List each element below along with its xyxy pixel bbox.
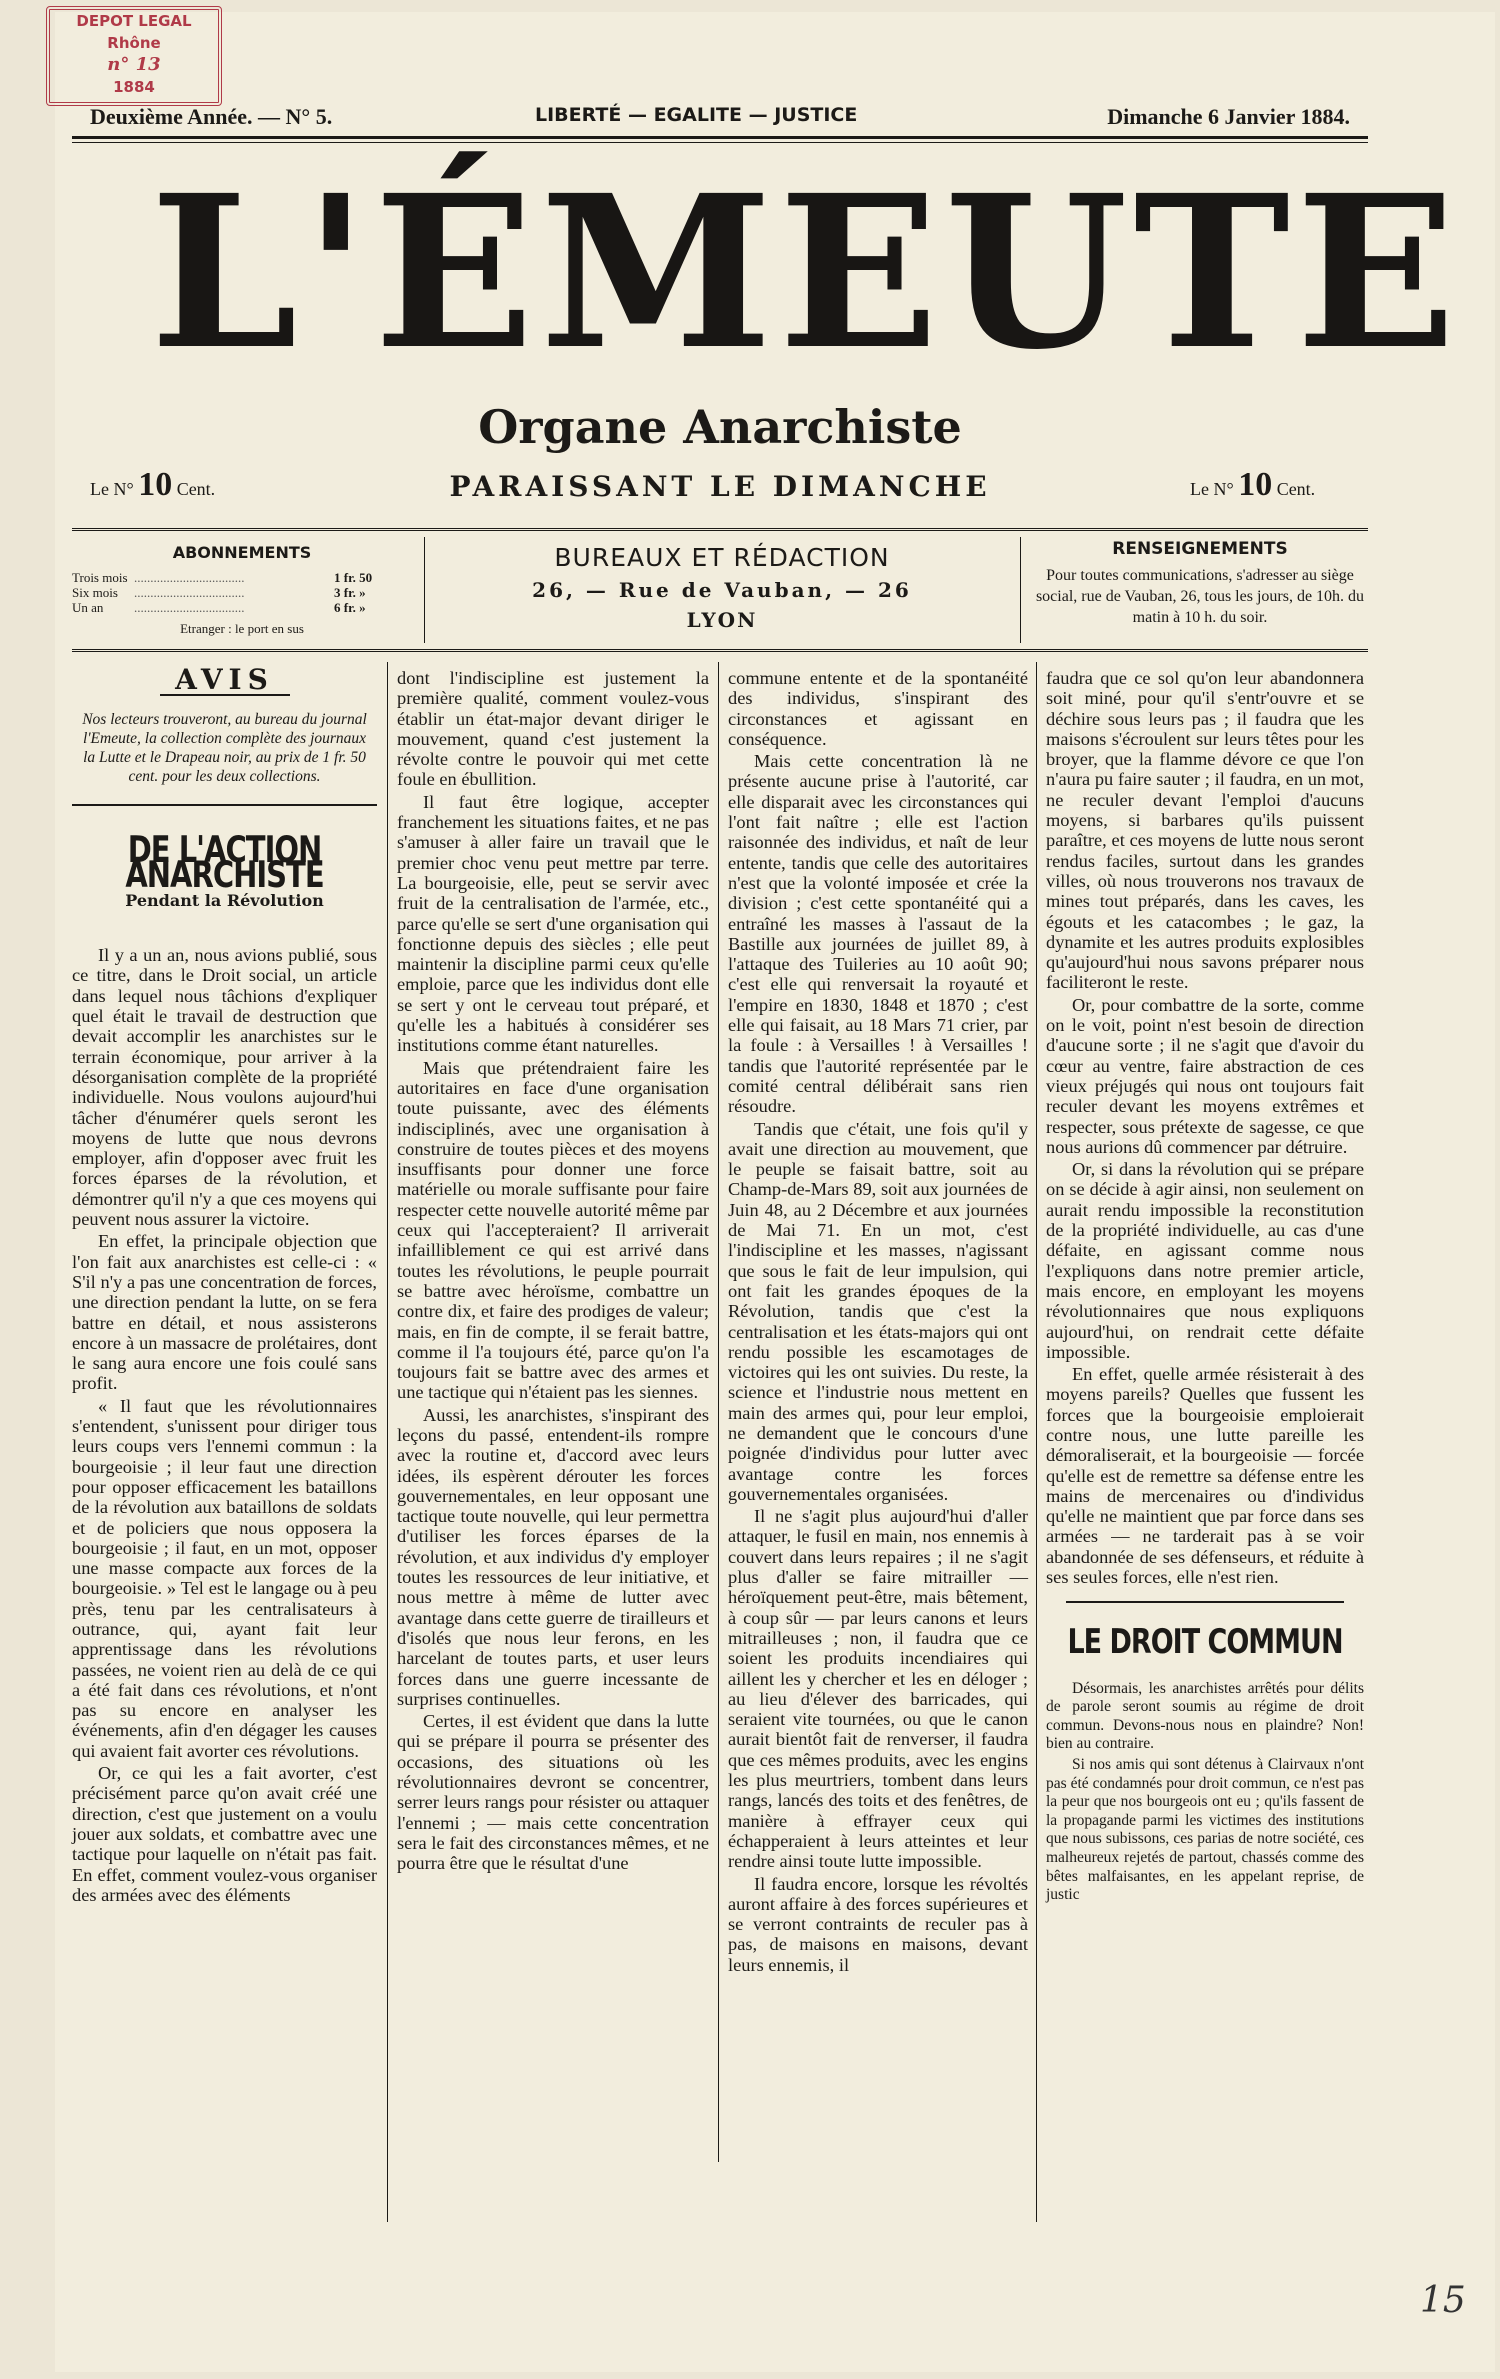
- motto: LIBERTÉ — EGALITE — JUSTICE: [535, 104, 858, 126]
- price-unit: Cent.: [176, 479, 216, 499]
- paragraph: faudra que ce sol qu'on leur abandonnera soit miné, pour qu'il s'entr'ouvre et se déchire sous leurs pas ; il faudra que les maisons s'écroulent sur leurs têtes pour les broyer, que la flamme dévore ce que l'on n'aura pu faire sauter ; il faudra, en un mot, ne reculer devant l'emploi d'aucuns moyens, si barbares qu'ils puissent paraître, et ces moyens de lutte nous seront rendus faciles, surtout dans les grandes villes, où nous trouverons nos travaux de mines tout préparés, dans les caves, les égouts et les catacombes ; le gaz, la dynamite et les autres produits explosibles qu'aujourd'hui nous savons préparer nous faciliteront le reste.: [1046, 668, 1364, 993]
- info-box: [72, 528, 1368, 652]
- paragraph: dont l'indiscipline est justement la première qualité, comment voulez-vous établir un état-major devant diriger le mouvement, quand c'est justement la révolte contre le pouvoir qui met cette foule en ébullition.: [397, 668, 709, 790]
- abonnement-label: Six mois: [72, 585, 118, 600]
- paragraph: Il faudra encore, lorsque les révoltés auront affaire à des forces supérieures et se verront contraints de reculer pas à pas, de maisons en maisons, devant leurs ennemis, il: [728, 1873, 1028, 1975]
- bureaux-address: 26, — Rue de Vauban, — 26: [532, 578, 912, 602]
- paragraph: Mais que prétendraient faire les autoritaires en face d'une organisation toute puissante, avec des éléments indisciplinés, avec une organisation à construire de toutes pièces et des moyens insuffisants pour donner une force matérielle ou morale suffisante pour faire respecter cette nouvelle autorité même par ceux qui l'accepteraient? Il arriverait infailliblement ce qui est arrivé dans toutes les révolutions, le peuple pourrait se battre avec héroïsme, combattre un contre dix, et faire des prodiges de valeur; mais, en fin de compte, il se ferait battre, comme il l'a toujours été, parce qu'on l'a toujours fait se battre avec des armes et une tactique qui n'étaient pas les siennes.: [397, 1057, 709, 1403]
- paragraph: Il ne s'agit plus aujourd'hui d'aller attaquer, le fusil en main, nos ennemis à couvert dans leurs repaires ; il ne s'agit plus d'aller se faire mitrailler — héroïquement peut-être, mais bêtement, à coup sûr — par leurs canons et leurs mitrailleuses ; non, il faudra que ce soient les produits incendiaires qui aillent les y chercher et les en déloger ; au lieu d'élever des barricades, qui seraient vite tournées, ou que le canon aurait bientôt fait de renverser, il faudra que ces mêmes produits, avec les engins les plus meurtriers, tombent dans leurs rangs, lancés des toits et des fenêtres, de manière à effrayer ceux qui échapperaient à leurs atteintes et leur rendre ainsi toute lutte impossible.: [728, 1506, 1028, 1872]
- page-number: 15: [1420, 2280, 1466, 2321]
- masthead-subtitle: Organe Anarchiste: [478, 400, 962, 454]
- paragraph: Il y a un an, nous avions publié, sous ce titre, dans le Droit social, un article dans lequel nous tâchions d'expliquer quel était le travail de destruction que devait accomplir les anarchistes sur le terrain économique, pour arriver à la désorganisation complète de la propriété individuelle. Nous voulons aujourd'hui tâcher d'énumérer quels seront les moyens de lutte que nous devrons employer, afin d'opposer avec fruit les forces éparses de la révolution, et démontrer qu'il n'y a que ces moyens qui peuvent nous assurer la victoire.: [72, 945, 377, 1230]
- price-prefix: Le N°: [90, 479, 134, 499]
- abonnement-row: [72, 585, 412, 600]
- leader-dots: ..................................: [134, 570, 245, 585]
- header-rule: [72, 142, 1368, 143]
- column-rule: [718, 662, 719, 2162]
- price-left: [90, 466, 215, 504]
- price-value: 10: [1238, 466, 1273, 503]
- paragraph: Or, si dans la révolution qui se prépare on se décide à agir ainsi, non seulement on aurait rendu impossible la reconstitution de la propriété individuelle, au cas d'une défaite, en agissant comme nous l'expliquons dans notre premier article, mais encore, en employant les moyens révolutionnaires que nous expliquons aujourd'hui, on rendrait cette défaite impossible.: [1046, 1159, 1364, 1362]
- column-rule: [1036, 662, 1037, 2222]
- avis-title: [72, 663, 377, 696]
- paragraph: En effet, la principale objection que l'on fait aux anarchistes est celle-ci : « S'il n'y a pas une concentration de forces, une direction pendant la lutte, on se fera battre en détail, et nous assisterons encore à un massacre de prolétaires, dont le sang aura encore une fois coulé sans profit.: [72, 1231, 377, 1394]
- header-rule: [72, 136, 1368, 139]
- abonnements-foot: Etranger : le port en sus: [180, 621, 304, 636]
- abonnement-price: 3 fr. »: [334, 585, 366, 600]
- stamp-line: n° 13: [107, 54, 161, 75]
- bureaux-city: LYON: [686, 608, 758, 632]
- paragraph: Or, pour combattre de la sorte, comme on le voit, point n'est besoin de direction d'aucune sorte ; il ne s'agit que d'avoir du cœur au ventre, faire abstraction de ces vieux préjugés qui nous ont toujours fait reculer devant les moyens extrêmes et respecter, sous prétexte de sagesse, ce que nous aurions dû commencer par détruire.: [1046, 994, 1364, 1157]
- box-divider: [424, 537, 425, 643]
- paragraph: Tandis que c'était, une fois qu'il y avait une direction au mouvement, que le peuple se faisait battre, soit au Champ-de-Mars 89, soit aux journées de Juin 48, au 2 Décembre et aux journées de Mai 71. En un mot, c'est l'indiscipline et les masses, n'agissant que sous le fait de leur impulsion, qui ont fait les grandes époques de la Révolution, tandis que c'est la centralisation et les états-majors qui ont rendu possible les escamotages de victoires qui les ont suivies. Du reste, la science et l'industrie nous mettent en main des armes qui, pour leur emploi, ne demandent que le concours d'une poignée d'individus pour lutter avec avantage contre les forces gouvernementales organisées.: [728, 1118, 1028, 1504]
- abonnements-title: ABONNEMENTS: [172, 543, 312, 562]
- abonnements-table: [72, 570, 412, 615]
- paragraph: En effet, quelle armée résisterait à des moyens pareils? Quelles que fussent les forces que la bourgeoisie emploierait contre nous, une lutte pareille les démoraliserait, et la bourgeoisie — forcée qu'elle est de remettre sa défense entre les mains de mercenaires ou d'individus qu'elle ne maintient que par force dans ses armées — ne tarderait pas à se voir abandonnée de ses défenseurs, et réduite à ses seules forces, elle n'est rien.: [1046, 1364, 1364, 1588]
- depot-legal-stamp: [46, 6, 222, 106]
- box-divider: [1020, 537, 1021, 643]
- abonnement-row: [72, 570, 412, 585]
- paragraph: Mais cette concentration là ne présente aucune prise à l'autorité, car elle disparait avec les circonstances qui l'ont fait naître ; elle est l'action raisonnée des individus, et naît de leur entente, tandis que celle des autoritaires n'est que la volonté imposée et crée la division ; c'est cette spontanéité qui a entraîné les masses à l'assaut de la Bastille aux journées de juillet 89, à l'attaque des Tuileries au 10 août 90; c'est elle qui renversait la royauté et l'empire en 1830, 1848 et 1870 ; c'est elle qui faisait, au 18 Mars 71 crier, par la foule : à Versailles ! à Versailles ! tandis que l'autorité représentée par le comité central délibérait sans rien résoudre.: [728, 751, 1028, 1117]
- abonnement-price: 1 fr. 50: [334, 570, 373, 585]
- column-rule: [387, 662, 388, 2222]
- avis-title-text: AVIS: [175, 663, 274, 696]
- stamp-line: 1884: [113, 78, 155, 96]
- paragraph: Certes, il est évident que dans la lutte qui se prépare il pourra se présenter des occasions, des situations où les révolutionnaires devront se concentrer, serrer leurs rangs pour résister ou attaquer l'ennemi ; — mais cette concentration sera le fait des circonstances mêmes, et ne pourra être que le résultat d'une: [397, 1711, 709, 1874]
- leader-dots: ..................................: [134, 585, 245, 600]
- paragraph: Or, ce qui les a fait avorter, c'est précisément parce qu'on avait créé une direction, c'est que justement on a voulu jouer aux soldats, et combattre avec une tactique pour laquelle on n'était pas fait. En effet, comment voulez-vous organiser des armées avec des éléments: [72, 1763, 377, 1905]
- stamp-line: Rhône: [107, 34, 161, 52]
- paragraph: Aussi, les anarchistes, s'inspirant des leçons du passé, entendent-ils rompre avec la routine et, d'accord avec leurs idées, ils espèrent dérouter les forces gouvernementales, en leur opposant une tactique toute nouvelle, qui leur permettra d'utiliser les forces éparses de la révolution, et aux individus d'y employer toutes les ressources de leur initiative, et nous mettre à même de lutter avec avantage dans cette guerre de tirailleurs et d'isolés que nous leur ferons, en les harcelant de toutes parts, et user leurs forces dans une guerre incessante de surprises continuelles.: [397, 1404, 709, 1709]
- masthead-title: L'ÉMEUTE: [150, 149, 1462, 396]
- section-divider: [1066, 1601, 1344, 1603]
- bureaux-title: BUREAUX ET RÉDACTION: [554, 543, 890, 572]
- bureaux: [432, 531, 1012, 649]
- abonnements: [72, 531, 412, 649]
- avis-body: Nos lecteurs trouveront, au bureau du journal l'Emeute, la collection complète des journaux la Lutte et le Drapeau noir, au prix de 1 fr. 50 cent. pour les deux collections.: [82, 711, 367, 786]
- column-1: [72, 663, 377, 1907]
- abonnement-label: Un an: [72, 600, 104, 615]
- issue-bar: [90, 102, 1358, 132]
- column-2: [397, 668, 709, 1876]
- abonnement-label: Trois mois: [72, 570, 128, 585]
- renseignements-body: Pour toutes communications, s'adresser au siège social, rue de Vauban, 26, tous les jours, de 10h. du matin à 10 h. du soir.: [1035, 567, 1365, 626]
- paragraph: Si nos amis qui sont détenus à Clairvaux n'ont pas été condamnés pour droit commun, ce n'est pas la peur que nos bourgeois ont eu ; qu'ils fassent de la propagande parmi les victimes des institutions que nous subissons, ces parias de notre société, ces malheureux rejetés de partout, chassés comme des bêtes malfaisantes, en les appelant reprise, de justic: [1046, 1756, 1364, 1904]
- paragraph: « Il faut que les révolutionnaires s'entendent, s'unissent pour diriger tous leurs coups vers l'ennemi commun : la bourgeoisie ; il leur faut une direction pour opposer efficacement les bataillons de la révolution aux bataillons de soldats et de policiers que nous opposera la bourgeoisie ; il faut, en un mot, opposer une masse compacte aux forces de la bourgeoisie. » Tel est le langage ou à peu près, tenu par les centralisateurs à outrance, qui, ayant fait leur apprentissage dans les révolutions passées, ne voient rien au delà de ce qui a été fait dans ces révolutions, et n'ont pas su encore en analyser les événements, afin d'en dégager les causes qui avaient fait avorter ces révolutions.: [72, 1395, 377, 1761]
- section-divider: [72, 804, 377, 806]
- column-3: [728, 668, 1028, 1977]
- issue-number: Deuxième Année. — N° 5.: [90, 104, 333, 129]
- article-title: DE L'ACTION ANARCHISTE: [125, 828, 324, 897]
- paragraph: commune entente et de la spontanéité des individus, s'inspirant des circonstances et agissant en conséquence.: [728, 668, 1028, 749]
- price-right: [1190, 466, 1315, 504]
- price-value: 10: [138, 466, 173, 503]
- paragraph: Il faut être logique, accepter franchement les situations faites, et ne pas s'amuser à aller faire un travail que le premier choc venu peut mettre par terre. La bourgeoisie, elle, peut se servir avec fruit de la centralisation de l'armée, etc., parce qu'elle se sert d'une organisation qui fonctionne depuis des siècles ; elle peut maintenir la discipline parmi ceux qu'elle emploie, parce que les individus dont elle se sert y ont le cerveau tout préparé, et qu'elle les a habitués à considérer ses institutions comme étant naturelles.: [397, 791, 709, 1056]
- leader-dots: ..................................: [134, 600, 245, 615]
- periodicity: PARAISSANT LE DIMANCHE: [449, 470, 991, 503]
- abonnement-price: 6 fr. »: [334, 600, 366, 615]
- abonnement-row: [72, 600, 412, 615]
- stamp-line: DEPOT LEGAL: [76, 12, 192, 30]
- renseignements-title: RENSEIGNEMENTS: [1112, 539, 1288, 559]
- issue-date: Dimanche 6 Janvier 1884.: [1107, 104, 1350, 129]
- article-kicker: Pendant la Révolution: [125, 890, 324, 910]
- column-4: [1046, 668, 1364, 1907]
- renseignements: [1032, 531, 1368, 649]
- price-prefix: Le N°: [1190, 479, 1234, 499]
- article-title: LE DROIT COMMUN: [1067, 1623, 1343, 1663]
- paragraph: Désormais, les anarchistes arrêtés pour délits de parole seront soumis au régime de droit commun. Devons-nous nous en plaindre? Non! bien au contraire.: [1046, 1679, 1364, 1753]
- price-unit: Cent.: [1276, 479, 1316, 499]
